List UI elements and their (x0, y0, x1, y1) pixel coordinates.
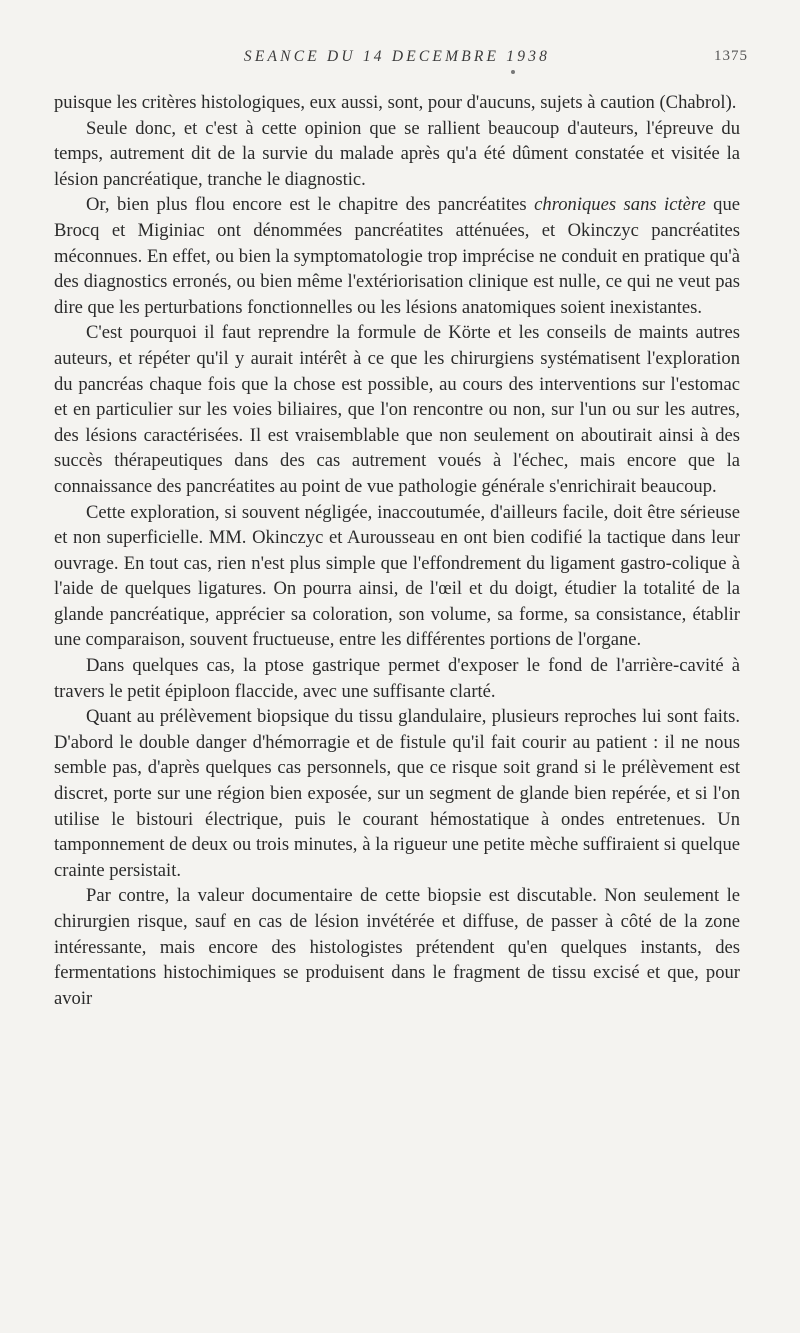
paragraph-3 (54, 192, 740, 320)
running-title: SEANCE DU 14 DECEMBRE 1938 (243, 48, 551, 65)
paragraph-5: Cette exploration, si souvent négligée, inaccoutumée, d'ailleurs facile, doit être sérieuse et non superficielle. MM. Okinczyc et Aurousseau en ont bien codifié la tactique dans leur ouvrage. En tout cas, rien n'est plus simple que l'effondrement du ligament gastro-colique à l'aide de quelques ligatures. On pourra ainsi, de l'œil et du doigt, étudier la totalité de la glande pancréatique, apprécier sa coloration, son volume, sa forme, sa consistance, établir une comparaison, souvent fructueuse, entre les différentes portions de l'organe. (54, 501, 740, 651)
paragraph-3-emphasis: chroniques sans ictère (534, 194, 706, 216)
paragraph-2: Seule donc, et c'est à cette opinion que se rallient beaucoup d'auteurs, l'épreuve du temps, autrement dit de la survie du malade après qu'a été dûment constatée et visitée la lésion pancréatique, tranche le diagnostic. (54, 117, 740, 190)
paragraph-4: C'est pourquoi il faut reprendre la formule de Körte et les conseils de maints autres auteurs, et répéter qu'il y aurait intérêt à ce que les chirurgiens systématisent l'exploration du pancréas chaque fois que la chose est possible, au cours des interventions sur l'estomac et en particulier sur les voies biliaires, que l'on rencontre ou non, sur l'un ou sur les autres, des lésions caractérisées. Il est vraisemblable que non seulement on aboutirait ainsi à des succès thérapeutiques dans des cas autrement voués à l'échec, mais encore que la connaissance des pancréatites au point de vue pathologie générale s'enrichirait beaucoup. (54, 322, 740, 497)
running-header (54, 42, 748, 78)
paragraph-7: Quant au prélèvement biopsique du tissu glandulaire, plusieurs reproches lui sont faits. D'abord le double danger d'hémorragie et de fistule qu'il fait courir au patient : il ne nous semble pas, d'après quelques cas personnels, que ce risque soit grand si le prélèvement est discret, porte sur une région bien exposée, sur un segment de glande bien repérée, et si l'on utilise le bistouri électrique, puis le courant hémostatique à ondes entretenues. Un tamponnement de deux ou trois minutes, à la rigueur une petite mèche suffiraient si quelque crainte persistait. (54, 706, 740, 881)
page-number: 1375 (714, 48, 748, 64)
print-speck (511, 70, 515, 74)
paragraph-3-text-after: que Brocq et Miginiac ont dénommées pancréatites atténuées, et Okinczyc pancréatites méconnues. En effet, ou bien la symptomatologie trop imprécise ne conduit en pratique qu'à des diagnostics erronés, ou bien même l'extériorisation clinique est nulle, ce qui ne veut pas dire que les perturbations fonctionnelles ou les lésions anatomiques soient inexistantes. (54, 194, 741, 318)
paragraph-3-text-before: Or, bien plus flou encore est le chapitre des pancréatites (86, 194, 535, 216)
paragraph-6: Dans quelques cas, la ptose gastrique permet d'exposer le fond de l'arrière-cavité à travers le petit épiploon flaccide, avec une suffisante clarté. (54, 655, 740, 702)
paragraph-1: puisque les critères histologiques, eux aussi, sont, pour d'aucuns, sujets à caution (Chabrol). (54, 92, 737, 113)
body-text (54, 90, 740, 1011)
paragraph-8: Par contre, la valeur documentaire de cette biopsie est discutable. Non seulement le chirurgien risque, sauf en cas de lésion invétérée et diffuse, de passer à côté de la zone intéressante, mais encore des histologistes prétendent qu'en quelques instants, des fermentations histochimiques se produisent dans le fragment de tissu excisé et que, pour avoir (54, 885, 740, 1009)
